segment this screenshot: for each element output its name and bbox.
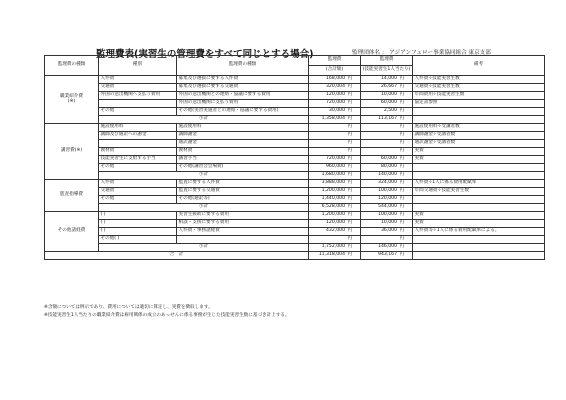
item-cell: 相談・支援に要する費用 bbox=[177, 220, 309, 228]
subtotal-total-unit: 円 bbox=[347, 116, 361, 124]
item-cell: その他(実習実施者との連絡・協議に要する費用) bbox=[177, 108, 309, 116]
type-cell bbox=[99, 140, 177, 148]
organization-name: 監理団体名 ： アジアンフェロー事業協同組合 東京支部 bbox=[352, 50, 491, 56]
category-cell: その他諸経費 bbox=[45, 212, 99, 252]
header-total-sub: (合計額) bbox=[309, 66, 361, 76]
per-person-amount-cell: 100,000 bbox=[361, 212, 399, 220]
per-person-unit-cell: 円 bbox=[399, 196, 413, 204]
subtotal-row bbox=[45, 204, 545, 212]
total-amount-cell bbox=[309, 148, 347, 156]
type-cell bbox=[99, 100, 177, 108]
per-person-unit-cell: 円 bbox=[399, 148, 413, 156]
type-cell: その他( ) bbox=[99, 236, 177, 244]
item-cell: 募集及び選抜に要する人件費 bbox=[177, 76, 309, 84]
per-person-amount-cell: 26,667 bbox=[361, 84, 399, 92]
total-amount-cell: 30,000 bbox=[309, 108, 347, 116]
total-unit-cell: 円 bbox=[347, 164, 361, 172]
per-person-amount-cell: 10,000 bbox=[361, 92, 399, 100]
per-person-amount-cell: 120,000 bbox=[361, 196, 399, 204]
table-row bbox=[45, 236, 545, 244]
per-person-amount-cell: 2,500 bbox=[361, 108, 399, 116]
per-person-amount-cell bbox=[361, 148, 399, 156]
item-cell: 監査に要する人件費 bbox=[177, 180, 309, 188]
total-amount-cell: 720,000 bbox=[309, 156, 347, 164]
table-row bbox=[45, 164, 545, 172]
category-cell: 監査指導費 bbox=[45, 180, 99, 212]
header-per: 監理費 bbox=[361, 56, 413, 66]
per-person-amount-cell: 80,000 bbox=[361, 164, 399, 172]
type-cell: 交通費 bbox=[99, 84, 177, 92]
per-person-unit-cell: 円 bbox=[399, 124, 413, 132]
item-cell: 実習生援助に要する費用 bbox=[177, 212, 309, 220]
item-cell: 外国の送出機関に支払う費用 bbox=[177, 100, 309, 108]
item-cell: 施設使用料 bbox=[177, 124, 309, 132]
note-cell: 施設使用料÷受講者数 bbox=[413, 124, 545, 132]
total-unit-cell: 円 bbox=[347, 188, 361, 196]
subtotal-per-unit: 円 bbox=[399, 244, 413, 252]
header-note: 備考 bbox=[413, 56, 545, 76]
per-person-amount-cell: 14,000 bbox=[361, 76, 399, 84]
grand-total-unit: 円 bbox=[347, 252, 361, 260]
item-cell: 講習手当 bbox=[177, 156, 309, 164]
page-title: 監理費表(実習生の管理費をすべて同じとする場合) bbox=[96, 49, 314, 60]
subtotal-per-cell: 146,000 bbox=[361, 244, 399, 252]
grand-total-cell: 11,318,004 bbox=[309, 252, 347, 260]
subtotal-row bbox=[45, 116, 545, 124]
table-row bbox=[45, 124, 545, 132]
item-cell: 募集及び選抜に要する交通費 bbox=[177, 84, 309, 92]
total-amount-cell: 120,000 bbox=[309, 220, 347, 228]
type-cell: 人件費 bbox=[99, 180, 177, 188]
total-unit-cell: 円 bbox=[347, 140, 361, 148]
table-row bbox=[45, 148, 545, 156]
per-person-amount-cell bbox=[361, 236, 399, 244]
type-cell: 教材費 bbox=[99, 148, 177, 156]
footnote-1: ※含額については例示であり、費用については適切に算定し、実費を徴収します。 bbox=[44, 305, 213, 310]
total-unit-cell: 円 bbox=[347, 212, 361, 220]
per-person-amount-cell bbox=[361, 132, 399, 140]
per-person-unit-cell: 円 bbox=[399, 220, 413, 228]
subtotal-per-cell: 544,000 bbox=[361, 204, 399, 212]
note-cell: 交通費÷技能実習生数 bbox=[413, 84, 545, 92]
total-amount-cell bbox=[309, 140, 347, 148]
table-row bbox=[45, 100, 545, 108]
total-unit-cell: 円 bbox=[347, 124, 361, 132]
subtotal-label: 小計 bbox=[99, 172, 309, 180]
table-row bbox=[45, 188, 545, 196]
type-cell: その他 bbox=[99, 196, 177, 204]
note-cell: 人件費÷技能実習生数 bbox=[413, 76, 545, 84]
per-person-unit-cell: 円 bbox=[399, 140, 413, 148]
subtotal-note-cell bbox=[413, 172, 545, 180]
table-row bbox=[45, 220, 545, 228]
note-cell bbox=[413, 196, 545, 204]
subtotal-total-cell: 1,752,000 bbox=[309, 244, 347, 252]
note-cell: 人件費÷1人に係る費用配賦率 bbox=[413, 180, 545, 188]
type-cell: ( ) bbox=[99, 220, 177, 228]
grand-total-label: 合 計 bbox=[45, 252, 309, 260]
header-type: 種別 bbox=[99, 56, 177, 76]
subtotal-per-unit: 円 bbox=[399, 116, 413, 124]
type-cell: ( ) bbox=[99, 228, 177, 236]
total-unit-cell: 円 bbox=[347, 92, 361, 100]
subtotal-row bbox=[45, 244, 545, 252]
subtotal-total-unit: 円 bbox=[347, 244, 361, 252]
item-cell: 教材費 bbox=[177, 148, 309, 156]
table-row bbox=[45, 140, 545, 148]
note-cell: 実費 bbox=[413, 220, 545, 228]
total-amount-cell bbox=[309, 236, 347, 244]
type-cell: 人件費 bbox=[99, 76, 177, 84]
item-cell: その他(講習会会場費) bbox=[177, 164, 309, 172]
table-row bbox=[45, 92, 545, 100]
total-unit-cell: 円 bbox=[347, 180, 361, 188]
subtotal-total-cell: 6,528,000 bbox=[309, 204, 347, 212]
per-person-unit-cell: 円 bbox=[399, 92, 413, 100]
total-unit-cell: 円 bbox=[347, 236, 361, 244]
subtotal-per-cell: 140,000 bbox=[361, 172, 399, 180]
subtotal-total-unit: 円 bbox=[347, 204, 361, 212]
total-unit-cell: 円 bbox=[347, 196, 361, 204]
table-row bbox=[45, 84, 545, 92]
note-cell: 実費 bbox=[413, 148, 545, 156]
total-amount-cell: 1,200,000 bbox=[309, 188, 347, 196]
footnotes bbox=[44, 304, 290, 319]
table-row bbox=[45, 156, 545, 164]
per-person-amount-cell: 100,000 bbox=[361, 188, 399, 196]
table-row bbox=[45, 180, 545, 188]
note-cell: 実費 bbox=[413, 212, 545, 220]
total-amount-cell: 168,000 bbox=[309, 76, 347, 84]
subtotal-note-cell bbox=[413, 116, 545, 124]
subtotal-label: 小計 bbox=[99, 204, 309, 212]
total-unit-cell: 円 bbox=[347, 100, 361, 108]
total-unit-cell: 円 bbox=[347, 84, 361, 92]
type-cell: その他 bbox=[99, 164, 177, 172]
per-person-amount-cell: 60,000 bbox=[361, 100, 399, 108]
per-person-unit-cell: 円 bbox=[399, 132, 413, 140]
subtotal-label: 小計 bbox=[99, 244, 309, 252]
footnote-2: ※技能実習生1人当たりの職業紹介費は雇用関係の成立のあっせんに係る事務が生じた技能実習生数に基づき計上する。 bbox=[44, 312, 290, 318]
per-person-unit-cell: 円 bbox=[399, 228, 413, 236]
per-person-unit-cell: 円 bbox=[399, 84, 413, 92]
per-person-amount-cell bbox=[361, 124, 399, 132]
total-unit-cell: 円 bbox=[347, 132, 361, 140]
table-row bbox=[45, 108, 545, 116]
type-cell: 講師及び通訳への謝金 bbox=[99, 132, 177, 140]
total-amount-cell: 720,000 bbox=[309, 100, 347, 108]
header-category: 監理費の種類 bbox=[45, 56, 99, 76]
subtotal-label: 小計 bbox=[99, 116, 309, 124]
category-cell: 職業紹介費 (※) bbox=[45, 76, 99, 124]
type-cell: 外国の送出機関へ支払う費用 bbox=[99, 92, 177, 100]
type-cell: その他 bbox=[99, 108, 177, 116]
per-person-unit-cell: 円 bbox=[399, 188, 413, 196]
per-person-amount-cell bbox=[361, 140, 399, 148]
grand-total-note-cell bbox=[413, 252, 545, 260]
subtotal-per-unit: 円 bbox=[399, 204, 413, 212]
subtotal-row bbox=[45, 172, 545, 180]
total-unit-cell: 円 bbox=[347, 148, 361, 156]
per-person-amount-cell: 36,000 bbox=[361, 228, 399, 236]
per-person-amount-cell: 10,000 bbox=[361, 220, 399, 228]
header-per-sub: (技能実習生1人当たり) bbox=[361, 66, 413, 76]
grand-total-row bbox=[45, 252, 545, 260]
table-row bbox=[45, 196, 545, 204]
note-cell: 通訳謝金÷受講者数 bbox=[413, 140, 545, 148]
per-person-unit-cell: 円 bbox=[399, 76, 413, 84]
total-amount-cell bbox=[309, 124, 347, 132]
subtotal-per-cell: 113,167 bbox=[361, 116, 399, 124]
total-unit-cell: 円 bbox=[347, 228, 361, 236]
per-person-unit-cell: 円 bbox=[399, 156, 413, 164]
type-cell: 施設使用料 bbox=[99, 124, 177, 132]
note-cell: 実費 bbox=[413, 156, 545, 164]
type-cell: 交通費 bbox=[99, 188, 177, 196]
subtotal-note-cell bbox=[413, 244, 545, 252]
table-row bbox=[45, 76, 545, 84]
item-cell: 監査に要する交通費 bbox=[177, 188, 309, 196]
subtotal-total-unit: 円 bbox=[347, 172, 361, 180]
total-unit-cell: 円 bbox=[347, 76, 361, 84]
item-cell: 通訳謝金 bbox=[177, 140, 309, 148]
total-unit-cell: 円 bbox=[347, 108, 361, 116]
type-cell: 技能実習生に支給する手当 bbox=[99, 156, 177, 164]
total-amount-cell: 1,440,000 bbox=[309, 196, 347, 204]
per-person-amount-cell: 324,000 bbox=[361, 180, 399, 188]
note-cell: 講師謝金÷受講者数 bbox=[413, 132, 545, 140]
note-cell bbox=[413, 164, 545, 172]
per-person-unit-cell: 円 bbox=[399, 108, 413, 116]
per-person-unit-cell: 円 bbox=[399, 212, 413, 220]
table-header-row bbox=[45, 56, 545, 66]
table-row bbox=[45, 132, 545, 140]
item-cell: 人件費・事務諸経費 bbox=[177, 228, 309, 236]
table-row bbox=[45, 212, 545, 220]
table-row bbox=[45, 228, 545, 236]
subtotal-total-cell: 1,358,004 bbox=[309, 116, 347, 124]
note-cell: 年間費用÷技能実習生数 bbox=[413, 92, 545, 100]
item-cell: その他(通訳等) bbox=[177, 196, 309, 204]
header-total: 監理費 bbox=[309, 56, 361, 66]
note-cell bbox=[413, 108, 545, 116]
total-amount-cell: 1,200,000 bbox=[309, 212, 347, 220]
item-cell: 外国の送出機関との連絡・協議に要する費用 bbox=[177, 92, 309, 100]
total-amount-cell: 120,000 bbox=[309, 92, 347, 100]
grand-total-per-unit: 円 bbox=[399, 252, 413, 260]
header-item: 監理費の種類 bbox=[177, 56, 309, 76]
per-person-unit-cell: 円 bbox=[399, 100, 413, 108]
grand-total-per-cell: 943,167 bbox=[361, 252, 399, 260]
subtotal-total-cell: 1,680,000 bbox=[309, 172, 347, 180]
note-cell bbox=[413, 236, 545, 244]
note-cell: 年間交通費÷技能実習生数 bbox=[413, 188, 545, 196]
fee-table bbox=[44, 55, 545, 260]
category-cell: 講習費(※) bbox=[45, 124, 99, 180]
per-person-unit-cell: 円 bbox=[399, 180, 413, 188]
total-unit-cell: 円 bbox=[347, 220, 361, 228]
total-amount-cell: 432,000 bbox=[309, 228, 347, 236]
note-cell: 協定書参照 bbox=[413, 100, 545, 108]
total-amount-cell: 320,004 bbox=[309, 84, 347, 92]
item-cell: 講師謝金 bbox=[177, 132, 309, 140]
total-amount-cell: 960,000 bbox=[309, 164, 347, 172]
subtotal-note-cell bbox=[413, 204, 545, 212]
item-cell bbox=[177, 236, 309, 244]
total-unit-cell: 円 bbox=[347, 156, 361, 164]
type-cell: ( ) bbox=[99, 212, 177, 220]
total-amount-cell bbox=[309, 132, 347, 140]
subtotal-per-unit: 円 bbox=[399, 172, 413, 180]
per-person-unit-cell: 円 bbox=[399, 236, 413, 244]
per-person-amount-cell: 60,000 bbox=[361, 156, 399, 164]
per-person-unit-cell: 円 bbox=[399, 164, 413, 172]
note-cell: 人件費等÷1人に係る費用配賦率による。 bbox=[413, 228, 545, 236]
total-amount-cell: 3,888,000 bbox=[309, 180, 347, 188]
